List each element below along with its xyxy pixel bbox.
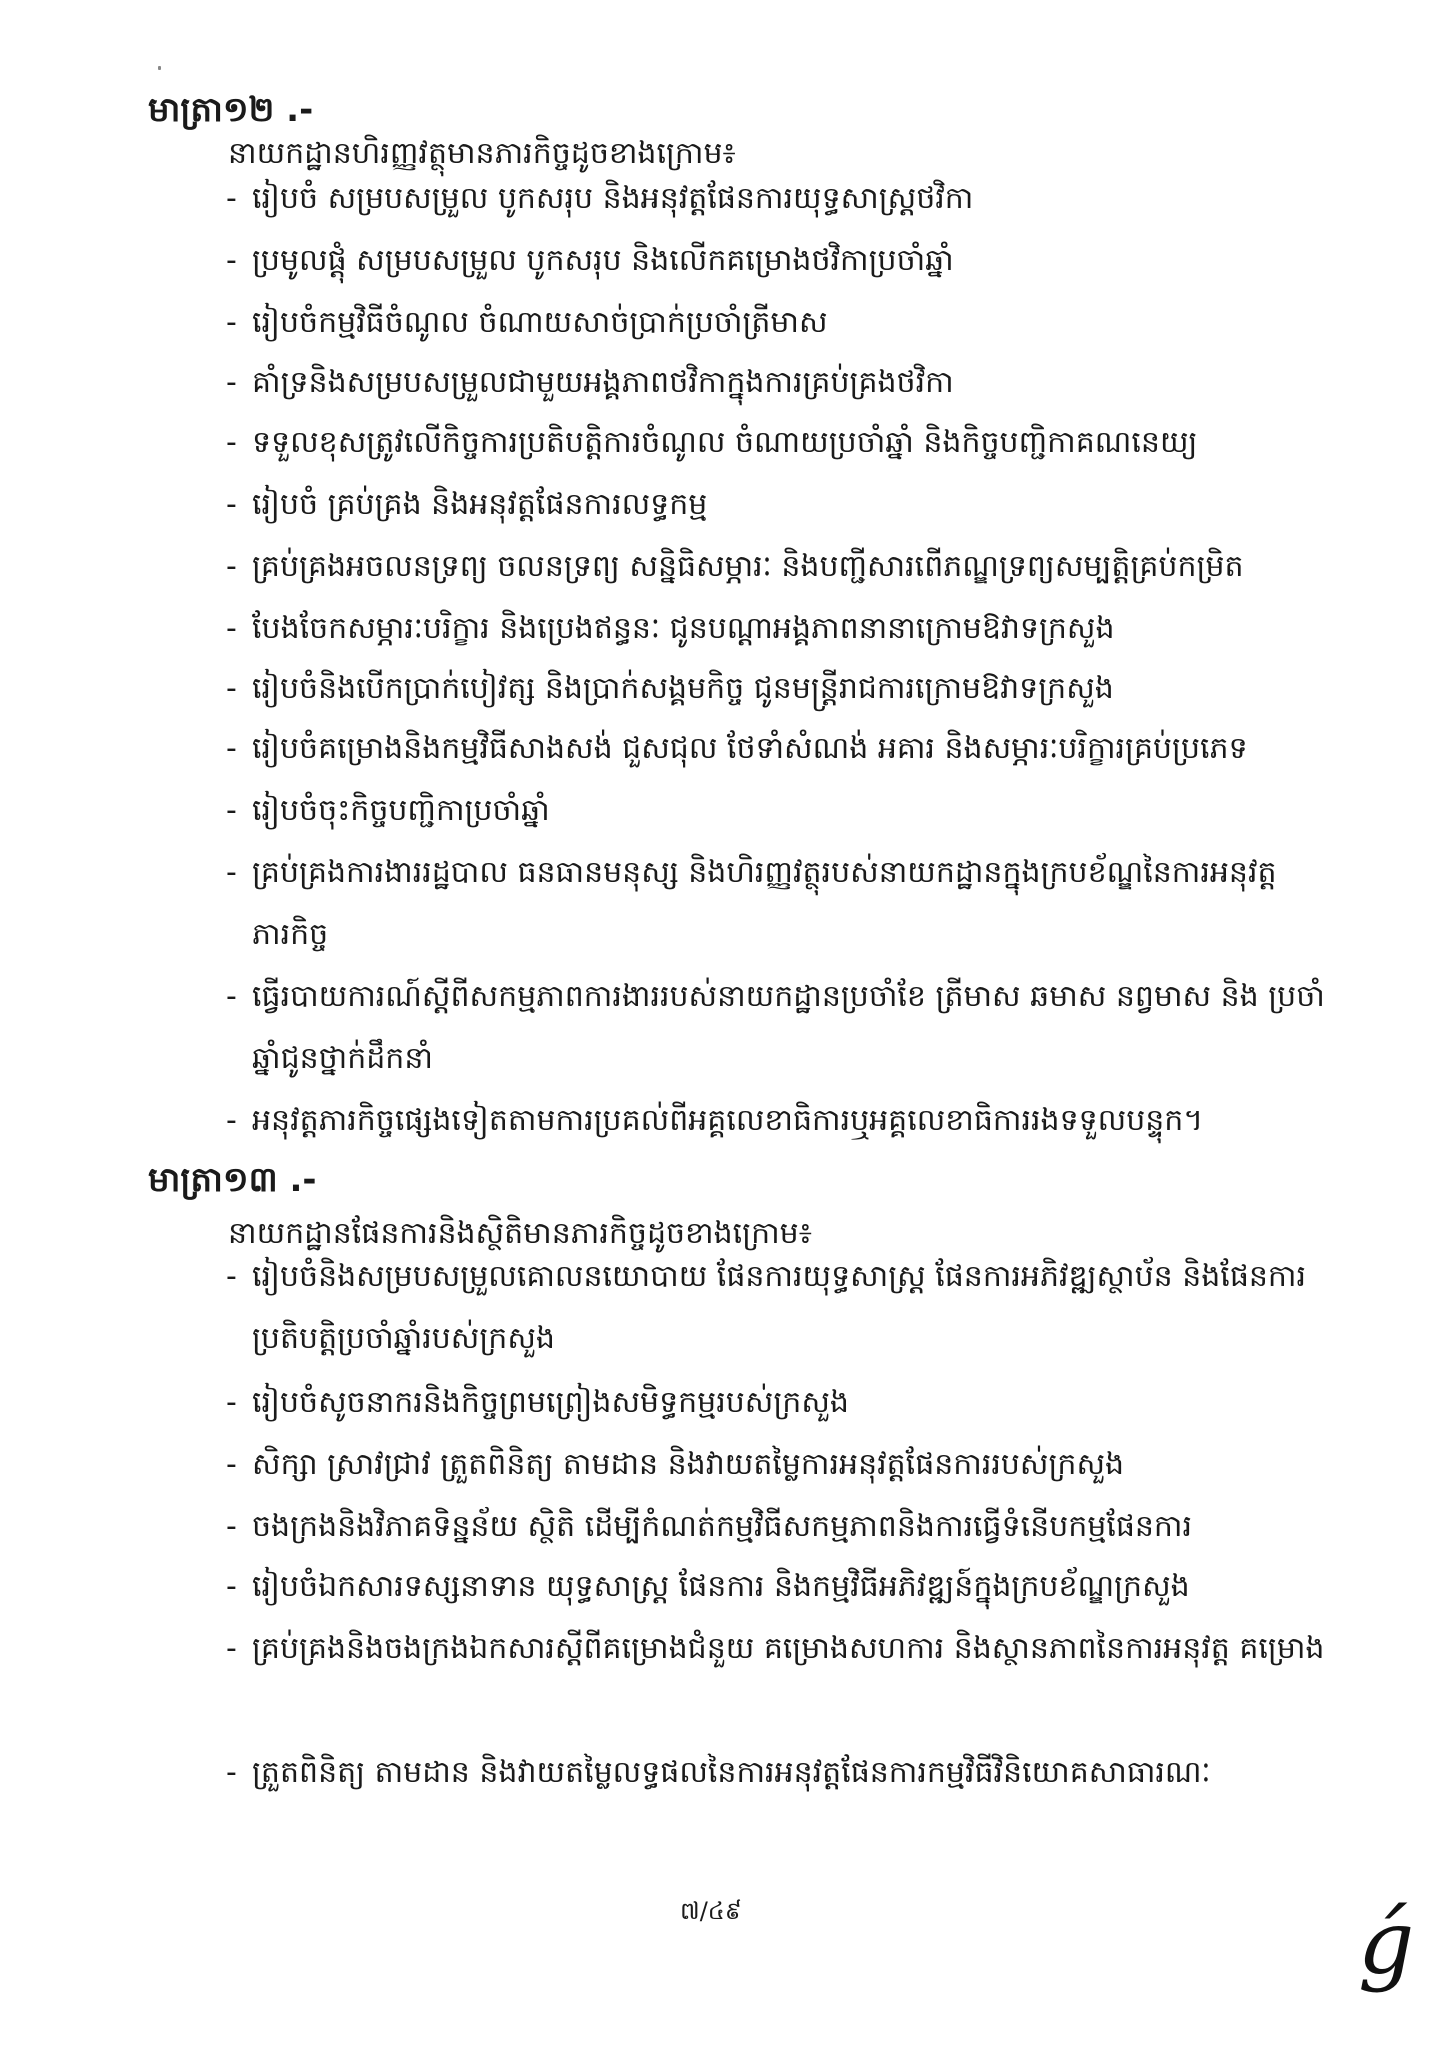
bullet-dash: - (226, 855, 237, 890)
article-12-item: - រៀបចំកម្មវិធីចំណូល ចំណាយសាច់ប្រាក់ប្រចាំត្រីមាស (226, 292, 1356, 354)
article-12-item: - ប្រមូលផ្តុំ សម្របសម្រួល បូកសរុប និងលើកគម្រោងថវិកាប្រចាំឆ្នាំ (226, 230, 1356, 292)
scan-speck (158, 66, 161, 70)
bullet-dash: - (226, 181, 237, 216)
bullet-dash: - (226, 1569, 237, 1604)
article-13-item: - រៀបចំនិងសម្របសម្រួលគោលនយោបាយ ផែនការយុទ្ធសាស្ត្រ ផែនការអភិវឌ្ឍស្ថាប័ន និងផែនការ ប្រតិបត្តិប្រចាំឆ្នាំរបស់ក្រសួង (226, 1246, 1356, 1370)
article-13-intro: នាយកដ្ឋានផែនការនិងស្ថិតិមានភារកិច្ចដូចខាងក្រោម៖ (228, 1216, 812, 1251)
bullet-dash: - (226, 731, 237, 766)
article-12-item: - ធ្វើរបាយការណ៍ស្តីពីសកម្មភាពការងាររបស់នាយកដ្ឋានប្រចាំខែ ត្រីមាស ឆមាស នព្វមាស និង ប្រចាំឆ្នាំជូនថ្នាក់ដឹកនាំ (226, 966, 1356, 1090)
article-13-item: - គ្រប់គ្រងនិងចងក្រងឯកសារស្តីពីគម្រោងជំនួយ គម្រោងសហការ និងស្ថានភាពនៃការអនុវត្ត គម្រោង (226, 1618, 1356, 1680)
article-13-title: មាត្រា១៣ .- (148, 1160, 317, 1200)
article-12-item: - គ្រប់គ្រងការងាររដ្ឋបាល ធនធានមនុស្ស និងហិរញ្ញវត្ថុរបស់នាយកដ្ឋានក្នុងក្របខ័ណ្ឌនៃការអនុវត្ត ភារកិច្ច (226, 842, 1356, 966)
article-12-item: - ទទួលខុសត្រូវលើកិច្ចការប្រតិបត្តិការចំណូល ចំណាយប្រចាំឆ្នាំ និងកិច្ចបញ្ជិកាគណនេយ្យ (226, 412, 1356, 474)
bullet-dash: - (226, 1103, 237, 1138)
bullet-dash: - (226, 1631, 237, 1666)
bullet-dash: - (226, 425, 237, 460)
bullet-dash: - (226, 611, 237, 646)
bullet-dash: - (226, 487, 237, 522)
bullet-dash: - (226, 793, 237, 828)
article-12-item: - រៀបចំគម្រោងនិងកម្មវិធីសាងសង់ ជួសជុល ថែទាំសំណង់ អគារ និងសម្ភារៈបរិក្ខារគ្រប់ប្រភេទ (226, 718, 1356, 780)
bullet-dash: - (226, 979, 237, 1014)
article-12-item: - រៀបចំ គ្រប់គ្រង និងអនុវត្តផែនការលទ្ធកម្ម (226, 474, 1356, 536)
handwritten-initial-mark: ǵ (1358, 1891, 1415, 1994)
article-12-item: - គាំទ្រនិងសម្របសម្រួលជាមួយអង្គភាពថវិកាក្នុងការគ្រប់គ្រងថវិកា (226, 352, 1356, 414)
bullet-dash: - (226, 549, 237, 584)
article-12-item: - គ្រប់គ្រងអចលនទ្រព្យ ចលនទ្រព្យ សន្និធិសម្ភារៈ និងបញ្ជីសារពើភណ្ឌទ្រព្យសម្បត្តិគ្រប់កម្រិត (226, 536, 1356, 598)
article-12-item: - រៀបចំនិងបើកប្រាក់បៀវត្ស និងប្រាក់សង្គមកិច្ច ជូនមន្ត្រីរាជការក្រោមឱវាទក្រសួង (226, 658, 1356, 720)
bullet-dash: - (226, 243, 237, 278)
article-12-intro: នាយកដ្ឋានហិរញ្ញវត្ថុមានភារកិច្ចដូចខាងក្រោម៖ (228, 136, 736, 171)
article-13-item: - ត្រួតពិនិត្យ តាមដាន និងវាយតម្លៃលទ្ធផលនៃការអនុវត្តផែនការកម្មវិធីវិនិយោគសាធារណៈ (226, 1742, 1356, 1804)
bullet-dash: - (226, 365, 237, 400)
bullet-dash: - (226, 1509, 237, 1544)
bullet-dash: - (226, 1385, 237, 1420)
article-13-item: - ចងក្រងនិងវិភាគទិន្នន័យ ស្ថិតិ ដើម្បីកំណត់កម្មវិធីសកម្មភាពនិងការធ្វើទំនើបកម្មផែនការ (226, 1496, 1356, 1558)
article-12-item: - អនុវត្តភារកិច្ចផ្សេងទៀតតាមការប្រគល់ពីអគ្គលេខាធិការឬអគ្គលេខាធិការរងទទួលបន្ទុក។ (226, 1090, 1356, 1152)
bullet-dash: - (226, 671, 237, 706)
article-13-item: - រៀបចំឯកសារទស្សនាទាន យុទ្ធសាស្ត្រ ផែនការ និងកម្មវិធីអភិវឌ្ឍន៍ក្នុងក្របខ័ណ្ឌក្រសួង (226, 1556, 1356, 1618)
article-12-item: - រៀបចំ សម្របសម្រួល បូកសរុប និងអនុវត្តផែនការយុទ្ធសាស្ត្រថវិកា (226, 168, 1356, 230)
article-13-item: - រៀបចំសូចនាករនិងកិច្ចព្រមព្រៀងសមិទ្ធកម្មរបស់ក្រសួង (226, 1372, 1356, 1434)
article-12-item: - បែងចែកសម្ភារៈបរិក្ខារ និងប្រេងឥន្ធនៈ ជូនបណ្តាអង្គភាពនានាក្រោមឱវាទក្រសួង (226, 598, 1356, 660)
page-number: ៧/៤៩ (680, 1897, 742, 1925)
bullet-dash: - (226, 305, 237, 340)
article-12-title: មាត្រា១២ .- (148, 90, 314, 130)
bullet-dash: - (226, 1447, 237, 1482)
bullet-dash: - (226, 1755, 237, 1790)
bullet-dash: - (226, 1259, 237, 1294)
article-12-item: - រៀបចំចុះកិច្ចបញ្ជិកាប្រចាំឆ្នាំ (226, 780, 1356, 842)
article-13-item: - សិក្សា ស្រាវជ្រាវ ត្រួតពិនិត្យ តាមដាន និងវាយតម្លៃការអនុវត្តផែនការរបស់ក្រសួង (226, 1434, 1356, 1496)
